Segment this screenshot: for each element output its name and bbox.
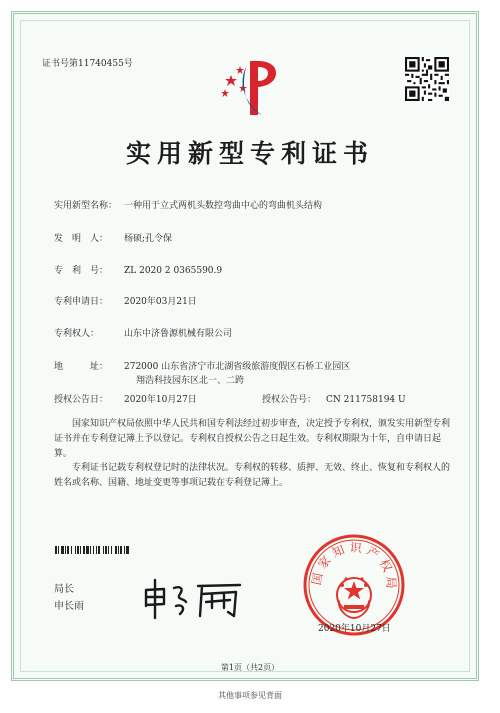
inventor-value: 杨硕;孔令保 [124, 234, 173, 244]
filing-date-label: 专利申请日： [54, 297, 109, 307]
director-title: 局长 [54, 584, 74, 595]
holder-label: 专利权人： [54, 329, 100, 339]
name-value: 一种用于立式两机头数控弯曲中心的弯曲机头结构 [124, 201, 323, 211]
patent-number-label: 专 利 号： [54, 266, 109, 276]
address-line-2: 翔浩科技园东区北一、二跨 [136, 376, 245, 386]
handwritten-signature [140, 576, 250, 620]
seal-date: 2020年10月27日 [318, 624, 391, 634]
certificate-number: 证书号第11740455号 [42, 59, 133, 69]
register-statement: 专利证书记载专利权登记时的法律状况。专利权的转移、质押、无效、终止、恢复和专利权人的姓名或名称、国籍、地址变更等事项记载在专利登记簿上。 [54, 463, 451, 488]
barcode [55, 546, 163, 554]
back-note: 其他事项参见背面 [218, 691, 282, 700]
grant-number-label: 授权公告号： [262, 395, 317, 405]
official-seal [302, 533, 406, 637]
cnipa-logo [218, 53, 282, 119]
director-name: 申长雨 [54, 601, 84, 612]
certificate-title: 实用新型专利证书 [125, 139, 374, 168]
inventor-label: 发 明 人： [54, 234, 109, 244]
grant-statement: 国家知识产权局依照中华人民共和国专利法经过初步审查，决定授予专利权，颁发实用新型专利证书并在专利登记簿上予以登记。专利权自授权公告之日起生效。专利权期限为十年，自申请日起算。 [54, 419, 451, 459]
seal-text: 国家知识产权局 [309, 540, 399, 593]
name-label: 实用新型名称： [54, 201, 118, 211]
grant-date-label: 授权公告日： [54, 395, 109, 405]
patent-number-value: ZL 2020 2 0365590.9 [124, 266, 223, 276]
page-indicator: 第1页（共2页） [220, 663, 280, 672]
filing-date-value: 2020年03月21日 [124, 297, 197, 307]
address-label: 地 址： [54, 362, 109, 372]
grant-number-value: CN 211758194 U [326, 395, 406, 405]
qr-code [405, 57, 449, 101]
holder-value: 山东中济鲁源机械有限公司 [124, 329, 233, 339]
address-line-1: 272000 山东省济宁市北湖省级旅游度假区石桥工业园区 [124, 362, 351, 372]
grant-date-value: 2020年10月27日 [124, 395, 197, 405]
